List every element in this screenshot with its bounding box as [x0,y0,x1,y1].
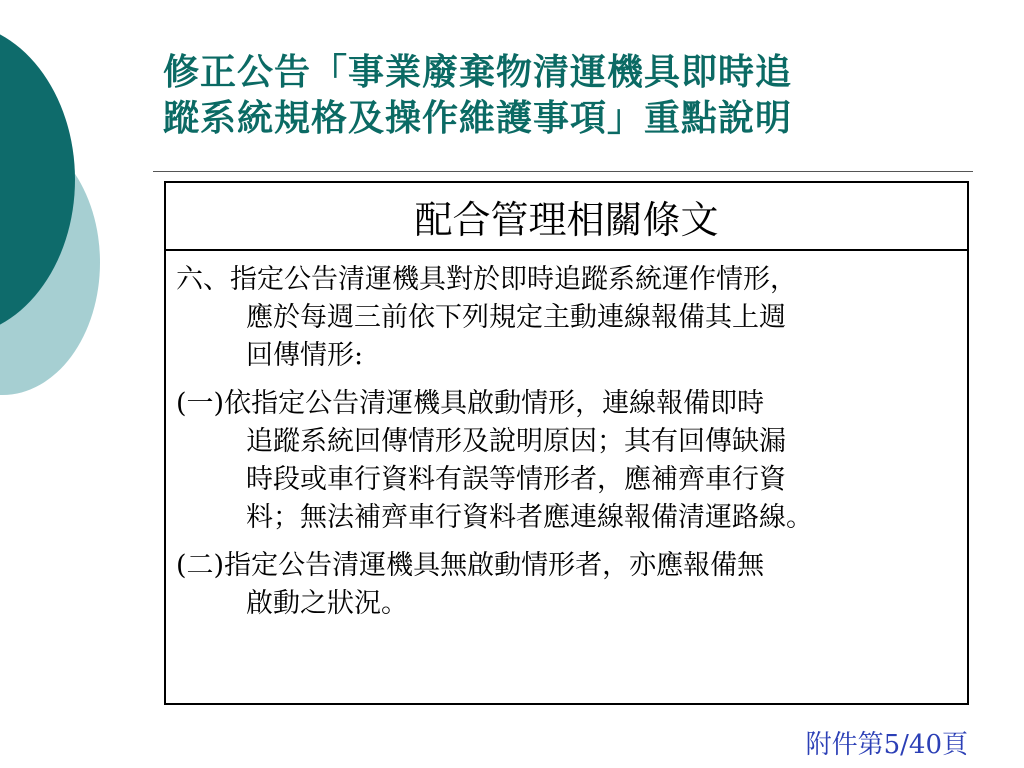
slide-title [163,50,983,142]
clause-item-2 [176,547,967,623]
clause-six-line-1: 六、指定公告清運機具對於即時追蹤系統運作情形， [176,264,797,295]
box-body [166,251,967,623]
slide-title-line-1: 修正公告「事業廢棄物清運機具即時追 [163,52,793,93]
clause-item-1-line-2: 追蹤系統回傳情形及說明原因；其有回傳缺漏 [246,426,786,457]
page-number-label: 附件第5/40頁 [805,730,968,760]
clause-six [176,261,967,375]
clause-six-line-3: 回傳情形: [246,340,364,371]
clause-item-1-line-1: (一)依指定公告清運機具啟動情形，連線報備即時 [176,388,765,419]
clause-item-2-line-2: 啟動之狀況。 [246,588,408,619]
title-divider [153,171,973,172]
clause-six-line-2: 應於每週三前依下列規定主動連線報備其上週 [246,302,786,333]
slide-title-line-2: 蹤系統規格及操作維護事項」重點說明 [163,98,793,139]
clause-item-2-line-1: (二)指定公告清運機具無啟動情形者，亦應報備無 [176,550,765,581]
clause-item-1 [176,385,967,537]
clause-item-1-line-4: 料；無法補齊車行資料者應連線報備清運路線。 [246,502,813,533]
regulation-box [164,181,969,705]
clause-item-1-line-3: 時段或車行資料有誤等情形者，應補齊車行資 [246,464,786,495]
box-header: 配合管理相關條文 [166,183,967,251]
